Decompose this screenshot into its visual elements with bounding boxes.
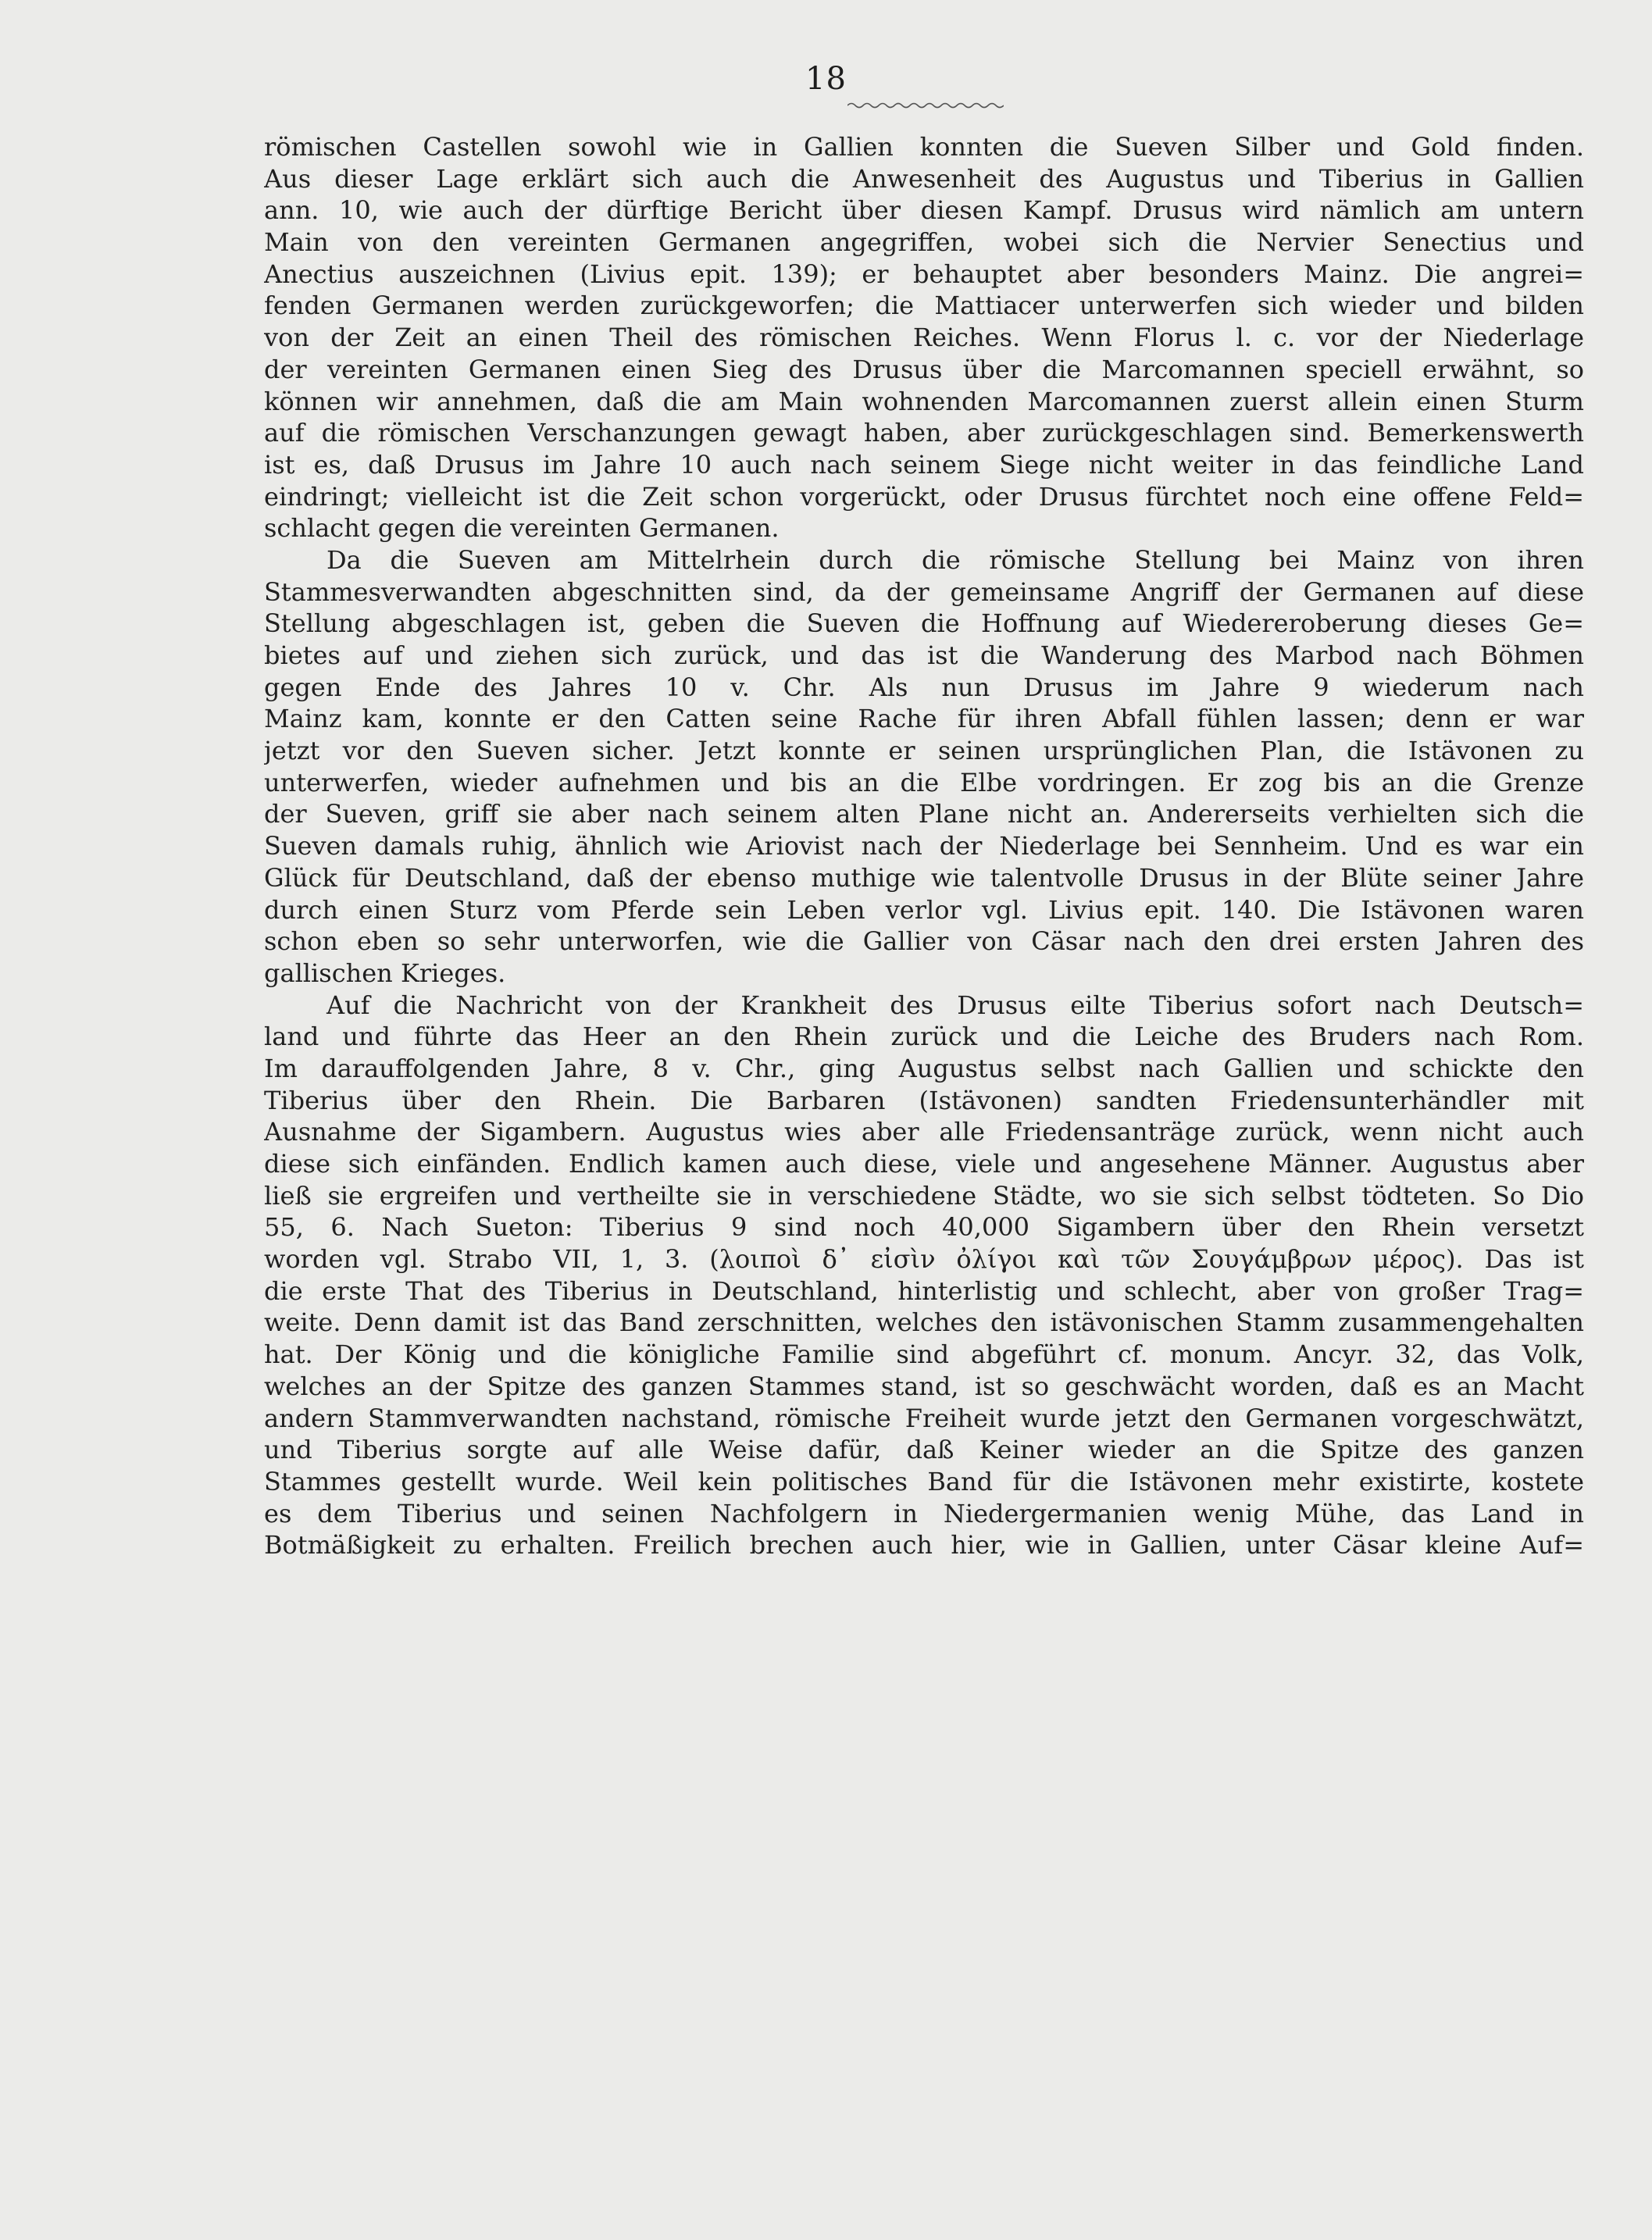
text-line: römischen Castellen sowohl wie in Gallien konnten die Sueven Silber und Gold finden.	[264, 132, 1584, 162]
text-line: schlacht gegen die vereinten Germanen.	[264, 513, 780, 544]
text-line: Botmäßigkeit zu erhalten. Freilich brechen auch hier, wie in Gallien, unter Cäsar kleine Auf=	[264, 1530, 1584, 1561]
text-line: Main von den vereinten Germanen angegriffen, wobei sich die Nervier Senectius und	[264, 227, 1584, 258]
text-line: schon eben so sehr unterworfen, wie die Gallier von Cäsar nach den drei ersten Jahren des	[264, 926, 1584, 957]
text-line: Auf die Nachricht von der Krankheit des Drusus eilte Tiberius sofort nach Deutsch=	[326, 990, 1584, 1020]
text-line: Ausnahme der Sigambern. Augustus wies aber alle Friedensanträge zurück, wenn nicht auch	[264, 1117, 1584, 1147]
page-number: 18	[805, 61, 847, 97]
text-line: diese sich einfänden. Endlich kamen auch diese, viele und angesehene Männer. Augustus aber	[264, 1149, 1584, 1179]
text-line: ließ sie ergreifen und vertheilte sie in verschiedene Städte, wo sie sich selbst tödteten. So Dio	[264, 1180, 1584, 1211]
text-line: Aus dieser Lage erklärt sich auch die Anwesenheit des Augustus und Tiberius in Gallien	[264, 163, 1584, 194]
text-line: gallischen Krieges.	[264, 958, 506, 988]
text-line: andern Stammverwandten nachstand, römische Freiheit wurde jetzt den Germanen vorgeschwätzt,	[264, 1403, 1584, 1433]
text-line: können wir annehmen, daß die am Main wohnenden Marcomannen zuerst allein einen Sturm	[264, 386, 1584, 416]
text-line: jetzt vor den Sueven sicher. Jetzt konnte er seinen ursprünglichen Plan, die Istävonen zu	[264, 736, 1584, 766]
text-line: Glück für Deutschland, daß der ebenso muthige wie talentvolle Drusus in der Blüte seiner Jahre	[264, 862, 1584, 893]
text-line: Sueven damals ruhig, ähnlich wie Ariovist nach der Niederlage bei Sennheim. Und es war ein	[264, 831, 1584, 861]
text-line: Mainz kam, konnte er den Catten seine Rache für ihren Abfall fühlen lassen; denn er war	[264, 704, 1584, 734]
text-line: es dem Tiberius und seinen Nachfolgern in Niedergermanien wenig Mühe, das Land in	[264, 1498, 1584, 1528]
text-line: Tiberius über den Rhein. Die Barbaren (Istävonen) sandten Friedensunterhändler mit	[264, 1085, 1584, 1115]
text-line: Im darauffolgenden Jahre, 8 v. Chr., ging Augustus selbst nach Gallien und schickte den	[264, 1053, 1584, 1083]
text-line: durch einen Sturz vom Pferde sein Leben verlor vgl. Livius epit. 140. Die Istävonen waren	[264, 894, 1584, 925]
text-line: Stellung abgeschlagen ist, geben die Sueven die Hoffnung auf Wiedereroberung dieses Ge=	[264, 608, 1584, 639]
text-line: gegen Ende des Jahres 10 v. Chr. Als nun Drusus im Jahre 9 wiederum nach	[264, 672, 1584, 702]
wavy-rule-ornament	[847, 100, 1004, 111]
text-line: hat. Der König und die königliche Familie sind abgeführt cf. monum. Ancyr. 32, das Volk,	[264, 1339, 1584, 1370]
text-line: der vereinten Germanen einen Sieg des Drusus über die Marcomannen speciell erwähnt, so	[264, 354, 1584, 384]
text-line: der Sueven, griff sie aber nach seinem alten Plane nicht an. Andererseits verhielten sich die	[264, 799, 1584, 829]
text-line: welches an der Spitze des ganzen Stammes stand, ist so geschwächt worden, daß es an Macht	[264, 1371, 1584, 1401]
text-line: bietes auf und ziehen sich zurück, und das ist die Wanderung des Marbod nach Böhmen	[264, 640, 1584, 670]
text-line: ann. 10, wie auch der dürftige Bericht über diesen Kampf. Drusus wird nämlich am untern	[264, 195, 1584, 226]
text-line: Anectius auszeichnen (Livius epit. 139); er behauptet aber besonders Mainz. Die angrei=	[264, 259, 1584, 289]
text-line: Stammesverwandten abgeschnitten sind, da der gemeinsame Angriff der Germanen auf diese	[264, 576, 1584, 607]
body-text	[264, 131, 1584, 1561]
text-line: und Tiberius sorgte auf alle Weise dafür, daß Keiner wieder an die Spitze des ganzen	[264, 1435, 1584, 1465]
text-line: 55, 6. Nach Sueton: Tiberius 9 sind noch 40,000 Sigambern über den Rhein versetzt	[264, 1212, 1584, 1243]
text-line: weite. Denn damit ist das Band zerschnitten, welches den istävonischen Stamm zusammengehalten	[264, 1307, 1584, 1338]
text-line: eindringt; vielleicht ist die Zeit schon vorgerückt, oder Drusus fürchtet noch eine offene Feld=	[264, 481, 1584, 512]
text-line: land und führte das Heer an den Rhein zurück und die Leiche des Bruders nach Rom.	[264, 1022, 1584, 1052]
text-line: unterwerfen, wieder aufnehmen und bis an die Elbe vordringen. Er zog bis an die Grenze	[264, 767, 1584, 797]
text-line: worden vgl. Strabo VII, 1, 3. (λοιποὶ δ᾽ εἰσὶν ὀλίγοι καὶ τῶν Σουγάμβρων μέρος). Das ist	[264, 1244, 1584, 1275]
text-line: Stammes gestellt wurde. Weil kein politisches Band für die Istävonen mehr existirte, kostete	[264, 1466, 1584, 1496]
text-line: auf die römischen Verschanzungen gewagt haben, aber zurückgeschlagen sind. Bemerkenswerth	[264, 418, 1584, 448]
text-line: von der Zeit an einen Theil des römischen Reiches. Wenn Florus l. c. vor der Niederlage	[264, 323, 1584, 353]
text-line: ist es, daß Drusus im Jahre 10 auch nach seinem Siege nicht weiter in das feindliche Land	[264, 449, 1584, 480]
text-line: fenden Germanen werden zurückgeworfen; die Mattiacer unterwerfen sich wieder und bilden	[264, 291, 1584, 321]
text-line: die erste That des Tiberius in Deutschland, hinterlistig und schlecht, aber von großer Trag=	[264, 1275, 1584, 1306]
text-line: Da die Sueven am Mittelrhein durch die römische Stellung bei Mainz von ihren	[326, 544, 1584, 575]
